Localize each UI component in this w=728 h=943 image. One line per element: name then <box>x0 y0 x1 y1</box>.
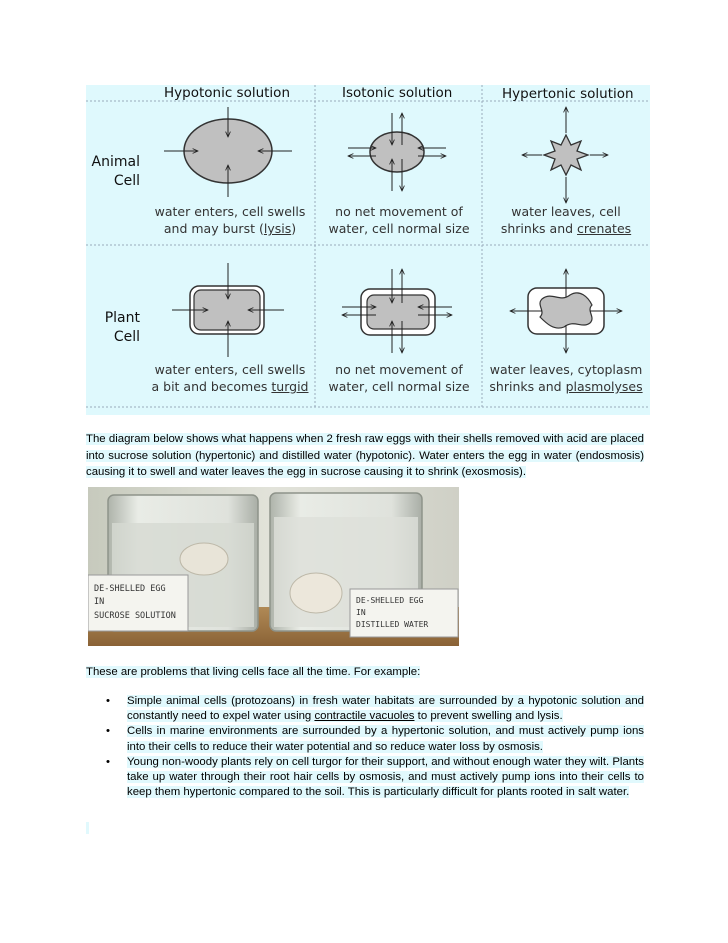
egg-beakers-photo <box>88 487 459 646</box>
list-item <box>86 724 644 754</box>
problems-list <box>86 694 644 800</box>
caption-text: and may burst ( <box>163 221 264 236</box>
list-item-text: Young non-woody plants rely on cell turgor for their support, and without enough water they wilt. Plants take up water through their root hair cells by osmosis, and must actively pump ions into their cells to keep them hypertonic compared to the soil. This is particularly difficult for plants rooted in salt water. <box>127 755 644 799</box>
list-item-text: Cells in marine environments are surrounded by a hypertonic solution, and must actively pump ions into their cells to reduce their water potential and so reduce water loss by osmosis. <box>127 725 644 753</box>
intro-paragraph <box>86 431 644 481</box>
caption-line: water leaves, cytoplasm <box>489 362 643 377</box>
caption-text: ) <box>291 221 297 236</box>
caption-line: no net movement of <box>335 362 463 377</box>
animal-isotonic-cell <box>348 113 446 191</box>
label-sucrose-line3: SUCROSE SOLUTION <box>94 611 176 621</box>
caption-line: water enters, cell swells <box>154 362 306 377</box>
caption-line: no net movement of <box>335 204 463 219</box>
caption-line: water leaves, cell <box>511 204 621 219</box>
caption-line: water enters, cell swells <box>154 204 306 219</box>
caption-line: water, cell normal size <box>328 221 470 236</box>
caption-text: a bit and becomes <box>151 379 272 394</box>
label-card-distilled <box>350 589 458 637</box>
label-card-sucrose <box>88 575 188 631</box>
caption-plant-hypotonic <box>146 361 314 395</box>
caption-animal-isotonic <box>318 203 480 237</box>
row-label-plant <box>90 309 140 347</box>
term-plasmolyses: plasmolyses <box>565 379 643 394</box>
row-label-plant-line1: Plant <box>104 310 140 326</box>
label-distilled-line3: DISTILLED WATER <box>356 620 429 629</box>
bullet-icon: • <box>106 695 110 707</box>
problems-intro-text: These are problems that living cells face all the time. For example: <box>86 666 421 678</box>
grid-dividers <box>86 85 650 407</box>
label-distilled-line1: DE-SHELLED EGG <box>356 596 424 605</box>
animal-hypertonic-cell <box>522 107 608 203</box>
list-item-text-part: Simple animal cells (protozoans) in fresh water habitats are surrounded by a hypotonic solution and constantly need to expel water using <box>127 695 644 723</box>
header-hypertonic: Hypertonic solution <box>502 86 634 102</box>
caption-animal-hypertonic <box>484 203 648 237</box>
term-lysis: lysis <box>263 221 292 236</box>
plant-hypertonic-cell <box>510 269 622 353</box>
caption-line <box>146 378 314 395</box>
plant-isotonic-cell <box>342 269 452 353</box>
term-turgid: turgid <box>271 379 309 394</box>
caption-plant-hypertonic <box>484 361 648 395</box>
osmosis-figure <box>86 85 650 415</box>
label-distilled-line2: IN <box>356 608 366 617</box>
caption-text: shrinks and <box>489 379 566 394</box>
label-sucrose-line1: DE-SHELLED EGG <box>94 584 166 594</box>
caption-animal-hypotonic <box>146 203 314 237</box>
bullet-icon: • <box>106 725 110 738</box>
term-crenates: crenates <box>577 221 632 236</box>
row-label-animal-line1: Animal <box>91 154 140 170</box>
animal-hypotonic-cell <box>164 107 292 197</box>
header-hypotonic: Hypotonic solution <box>164 85 291 101</box>
text-cursor <box>86 822 89 834</box>
caption-plant-isotonic <box>318 361 480 395</box>
list-item <box>86 694 644 724</box>
caption-text: shrinks and <box>500 221 578 236</box>
row-label-animal-line2: Cell <box>113 173 140 189</box>
contractile-vacuoles-link[interactable]: contractile vacuoles <box>314 710 415 723</box>
problems-intro <box>86 664 644 681</box>
list-item-text-part: to prevent swelling and lysis. <box>414 710 563 723</box>
row-label-animal <box>90 153 140 191</box>
label-sucrose-line2: IN <box>94 597 105 607</box>
list-item <box>86 755 644 801</box>
plant-hypotonic-cell <box>172 263 284 357</box>
header-isotonic: Isotonic solution <box>342 85 453 101</box>
row-label-plant-line2: Cell <box>113 329 140 345</box>
intro-paragraph-text: The diagram below shows what happens when 2 fresh raw eggs with their shells removed with acid are placed into sucrose solution (hypertonic) and distilled water (hypotonic). Water enters the egg in water (endosmosis) causing it to swell and water leaves the egg in sucrose causing it to shrink (exosmosis). <box>86 433 644 478</box>
caption-line: water, cell normal size <box>328 379 470 394</box>
list-item-text <box>127 695 644 722</box>
caption-line <box>146 220 314 237</box>
caption-line <box>484 378 648 395</box>
bullet-icon: • <box>106 755 110 768</box>
caption-line <box>484 220 648 237</box>
